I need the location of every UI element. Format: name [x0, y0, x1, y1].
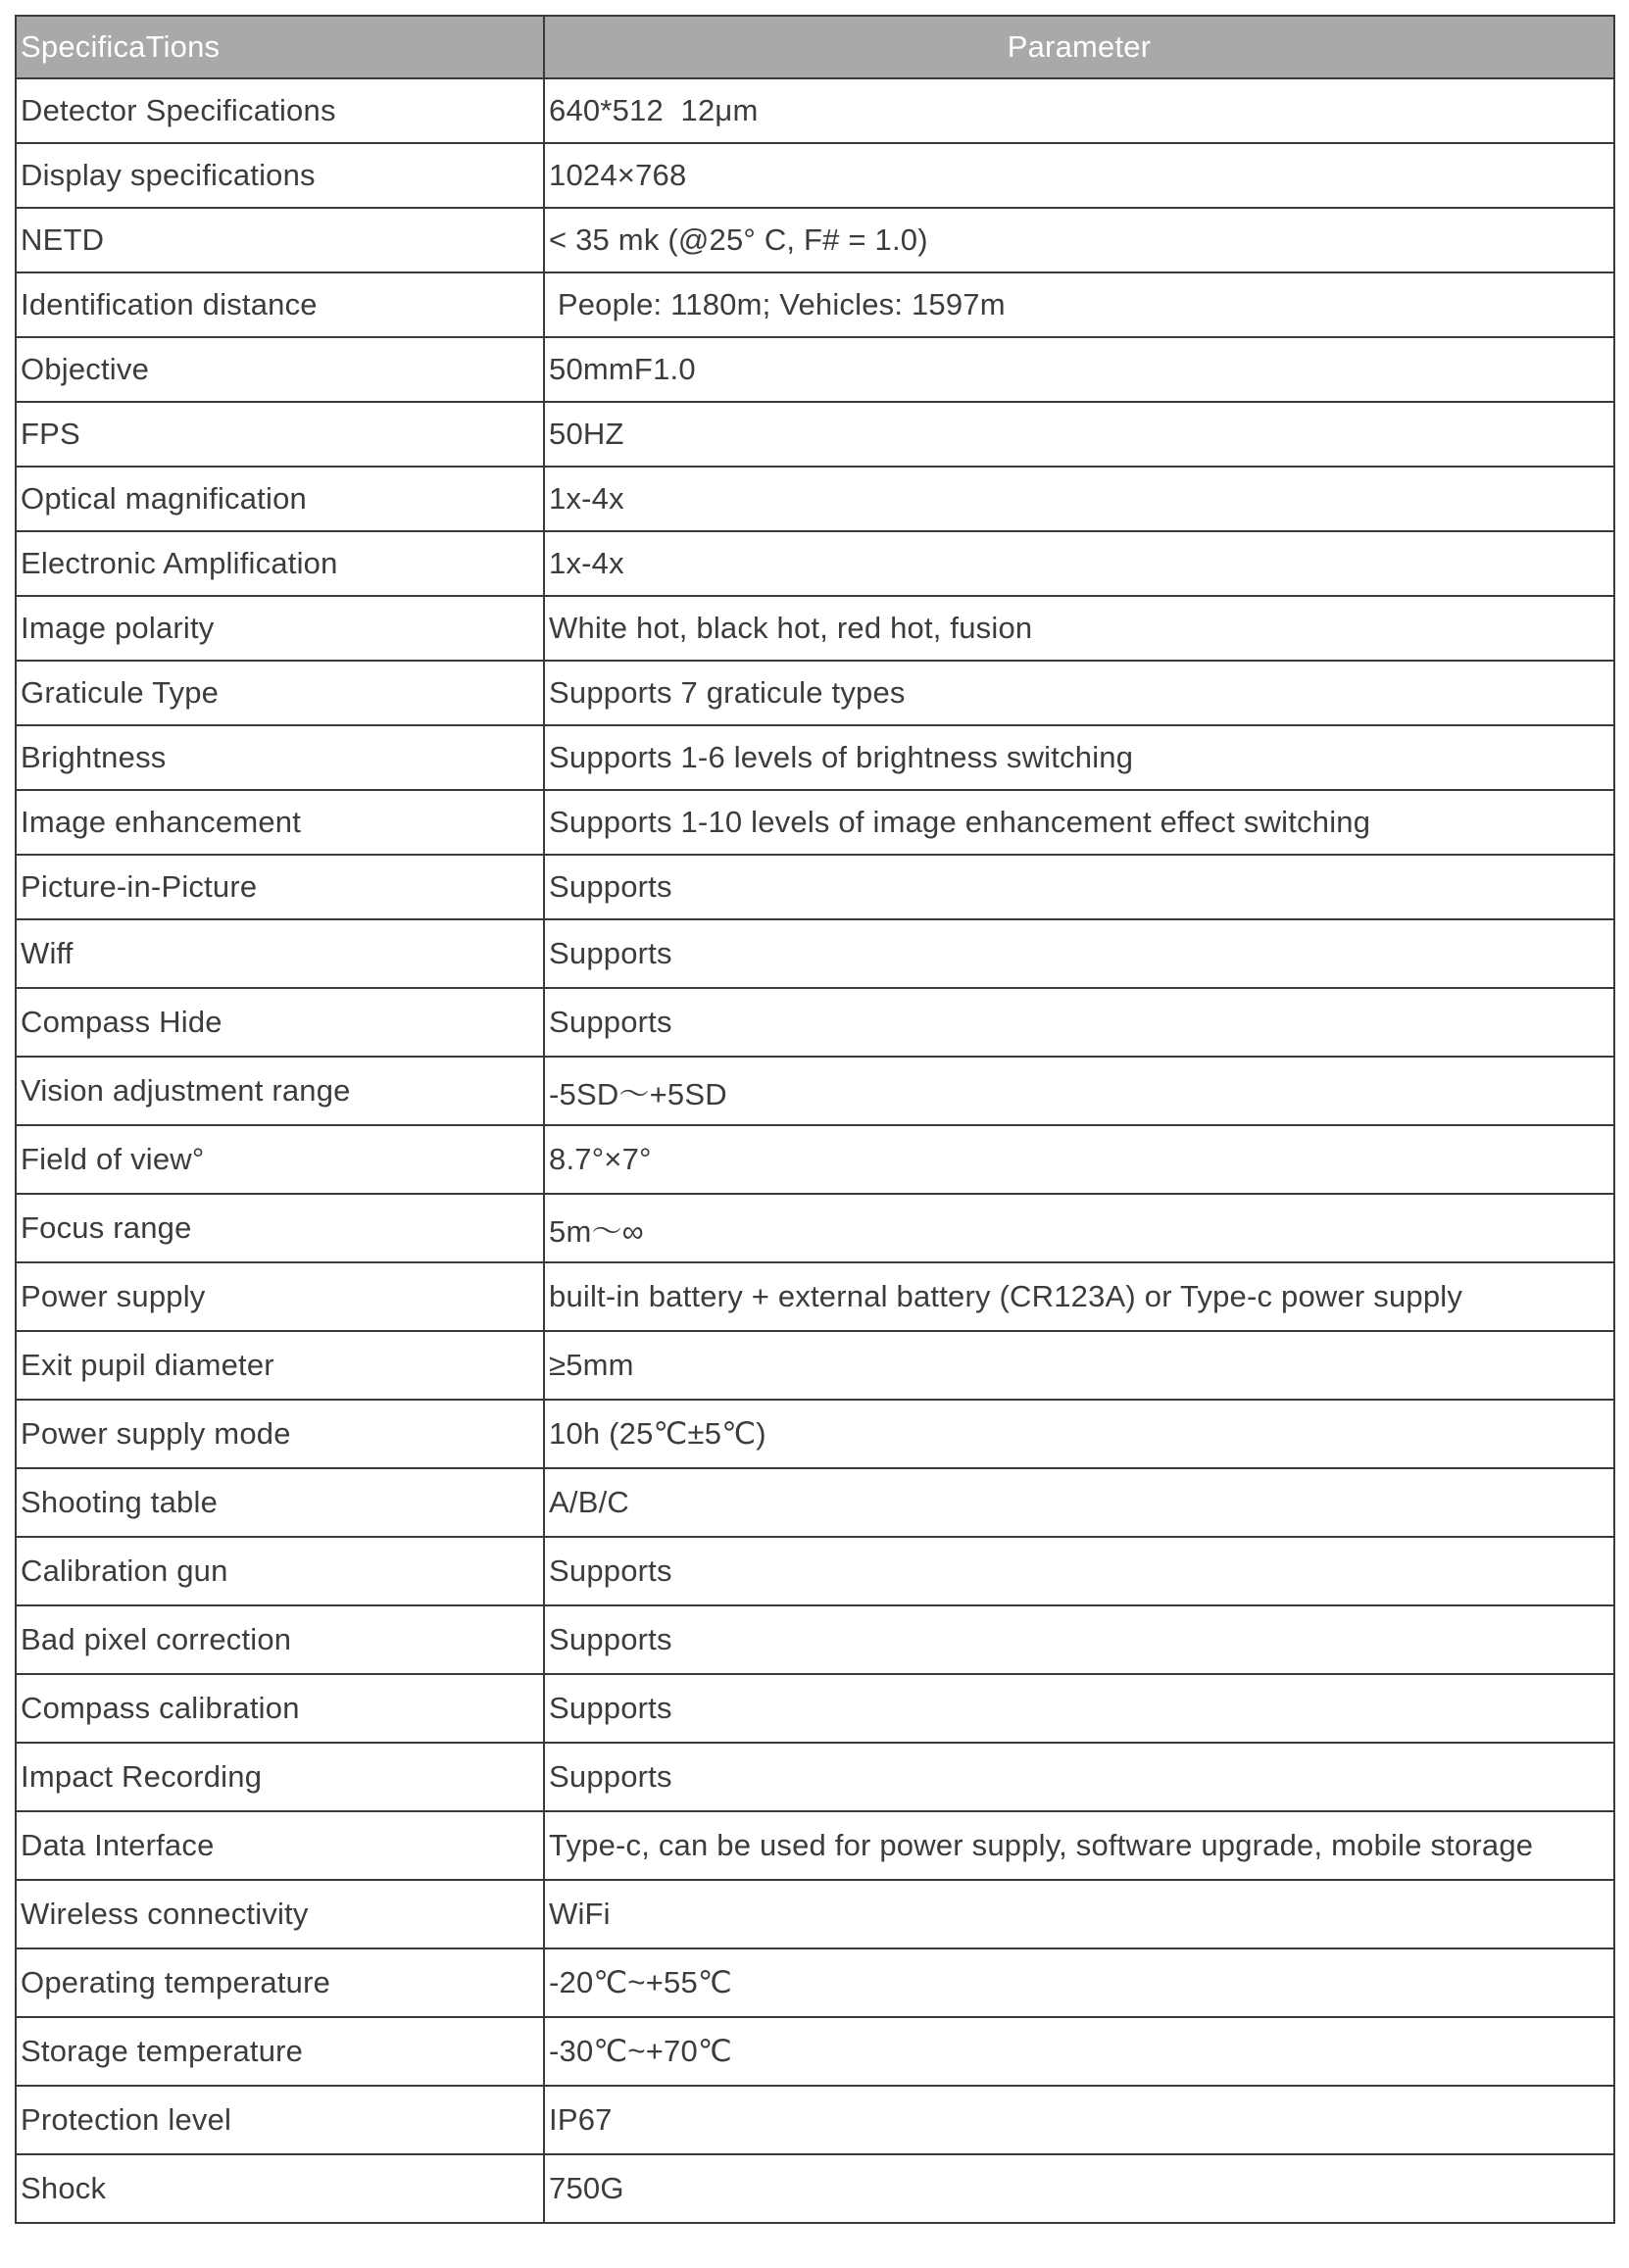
spec-name-cell: Display specifications: [16, 143, 544, 208]
parameter-value-cell: WiFi: [544, 1880, 1614, 1948]
table-row: [16, 661, 1614, 725]
spec-name-cell: Power supply mode: [16, 1400, 544, 1468]
table-row: [16, 143, 1614, 208]
table-row: [16, 337, 1614, 402]
parameter-value-cell: < 35 mk (@25° C, F# = 1.0): [544, 208, 1614, 272]
table-body: [16, 78, 1614, 2223]
parameter-value-cell: Type-c, can be used for power supply, software upgrade, mobile storage: [544, 1811, 1614, 1880]
table-row: [16, 1262, 1614, 1331]
specifications-column-header: SpecificaTions: [16, 16, 544, 78]
spec-name-cell: Storage temperature: [16, 2017, 544, 2086]
spec-name-cell: Vision adjustment range: [16, 1057, 544, 1125]
table-row: [16, 1674, 1614, 1743]
parameter-value-cell: White hot, black hot, red hot, fusion: [544, 596, 1614, 661]
spec-name-cell: Compass calibration: [16, 1674, 544, 1743]
table-row: [16, 988, 1614, 1057]
parameter-value-cell: Supports 1-6 levels of brightness switching: [544, 725, 1614, 790]
parameter-value-cell: 1x-4x: [544, 531, 1614, 596]
parameter-value-cell: Supports: [544, 1605, 1614, 1674]
spec-name-cell: Shock: [16, 2154, 544, 2223]
spec-name-cell: Shooting table: [16, 1468, 544, 1537]
spec-name-cell: Electronic Amplification: [16, 531, 544, 596]
parameter-value-cell: -30℃~+70℃: [544, 2017, 1614, 2086]
spec-name-cell: Image polarity: [16, 596, 544, 661]
parameter-value-cell: Supports: [544, 988, 1614, 1057]
table-row: [16, 1468, 1614, 1537]
spec-name-cell: Exit pupil diameter: [16, 1331, 544, 1400]
table-row: [16, 790, 1614, 855]
table-row: [16, 1400, 1614, 1468]
parameter-value-cell: 1x-4x: [544, 467, 1614, 531]
parameter-value-cell: Supports 7 graticule types: [544, 661, 1614, 725]
spec-name-cell: Power supply: [16, 1262, 544, 1331]
table-row: [16, 78, 1614, 143]
spec-name-cell: Bad pixel correction: [16, 1605, 544, 1674]
parameter-value-cell: 50mmF1.0: [544, 337, 1614, 402]
spec-name-cell: Wireless connectivity: [16, 1880, 544, 1948]
table-row: [16, 919, 1614, 988]
spec-name-cell: Wiff: [16, 919, 544, 988]
spec-name-cell: Calibration gun: [16, 1537, 544, 1605]
table-row: [16, 1880, 1614, 1948]
parameter-value-cell: 640*512 12μm: [544, 78, 1614, 143]
spec-name-cell: Field of view°: [16, 1125, 544, 1194]
spec-name-cell: FPS: [16, 402, 544, 467]
table-row: [16, 1811, 1614, 1880]
table-row: [16, 2086, 1614, 2154]
table-row: [16, 272, 1614, 337]
parameter-column-header: Parameter: [544, 16, 1614, 78]
table-row: [16, 855, 1614, 919]
parameter-value-cell: -20℃~+55℃: [544, 1948, 1614, 2017]
parameter-value-cell: 5m～∞: [544, 1194, 1614, 1262]
parameter-value-cell: IP67: [544, 2086, 1614, 2154]
spec-name-cell: Focus range: [16, 1194, 544, 1262]
table-row: [16, 1537, 1614, 1605]
spec-name-cell: NETD: [16, 208, 544, 272]
spec-name-cell: Compass Hide: [16, 988, 544, 1057]
spec-name-cell: Operating temperature: [16, 1948, 544, 2017]
spec-name-cell: Impact Recording: [16, 1743, 544, 1811]
spec-name-cell: Objective: [16, 337, 544, 402]
table-row: [16, 1743, 1614, 1811]
parameter-value-cell: A/B/C: [544, 1468, 1614, 1537]
table-header: [16, 16, 1614, 78]
parameter-value-cell: ≥5mm: [544, 1331, 1614, 1400]
spec-name-cell: Picture-in-Picture: [16, 855, 544, 919]
spec-name-cell: Detector Specifications: [16, 78, 544, 143]
parameter-value-cell: 50HZ: [544, 402, 1614, 467]
table-row: [16, 1194, 1614, 1262]
table-row: [16, 2017, 1614, 2086]
parameter-value-cell: People: 1180m; Vehicles: 1597m: [544, 272, 1614, 337]
table-row: [16, 402, 1614, 467]
spec-name-cell: Image enhancement: [16, 790, 544, 855]
table-row: [16, 596, 1614, 661]
spec-name-cell: Data Interface: [16, 1811, 544, 1880]
table-row: [16, 467, 1614, 531]
parameter-value-cell: 1024×768: [544, 143, 1614, 208]
table-row: [16, 1331, 1614, 1400]
table-row: [16, 531, 1614, 596]
table-row: [16, 208, 1614, 272]
table-row: [16, 1948, 1614, 2017]
specifications-table: [15, 15, 1615, 2224]
spec-name-cell: Protection level: [16, 2086, 544, 2154]
parameter-value-cell: 10h (25℃±5℃): [544, 1400, 1614, 1468]
spec-name-cell: Graticule Type: [16, 661, 544, 725]
parameter-value-cell: built-in battery + external battery (CR123A) or Type-c power supply: [544, 1262, 1614, 1331]
spec-name-cell: Identification distance: [16, 272, 544, 337]
header-row: [16, 16, 1614, 78]
table-row: [16, 725, 1614, 790]
parameter-value-cell: Supports: [544, 1537, 1614, 1605]
spec-name-cell: Brightness: [16, 725, 544, 790]
table-row: [16, 2154, 1614, 2223]
parameter-value-cell: -5SD～+5SD: [544, 1057, 1614, 1125]
table-row: [16, 1605, 1614, 1674]
spec-name-cell: Optical magnification: [16, 467, 544, 531]
parameter-value-cell: Supports: [544, 919, 1614, 988]
parameter-value-cell: Supports 1-10 levels of image enhancement effect switching: [544, 790, 1614, 855]
parameter-value-cell: 750G: [544, 2154, 1614, 2223]
table-row: [16, 1125, 1614, 1194]
parameter-value-cell: Supports: [544, 1674, 1614, 1743]
parameter-value-cell: 8.7°×7°: [544, 1125, 1614, 1194]
parameter-value-cell: Supports: [544, 1743, 1614, 1811]
table-row: [16, 1057, 1614, 1125]
parameter-value-cell: Supports: [544, 855, 1614, 919]
